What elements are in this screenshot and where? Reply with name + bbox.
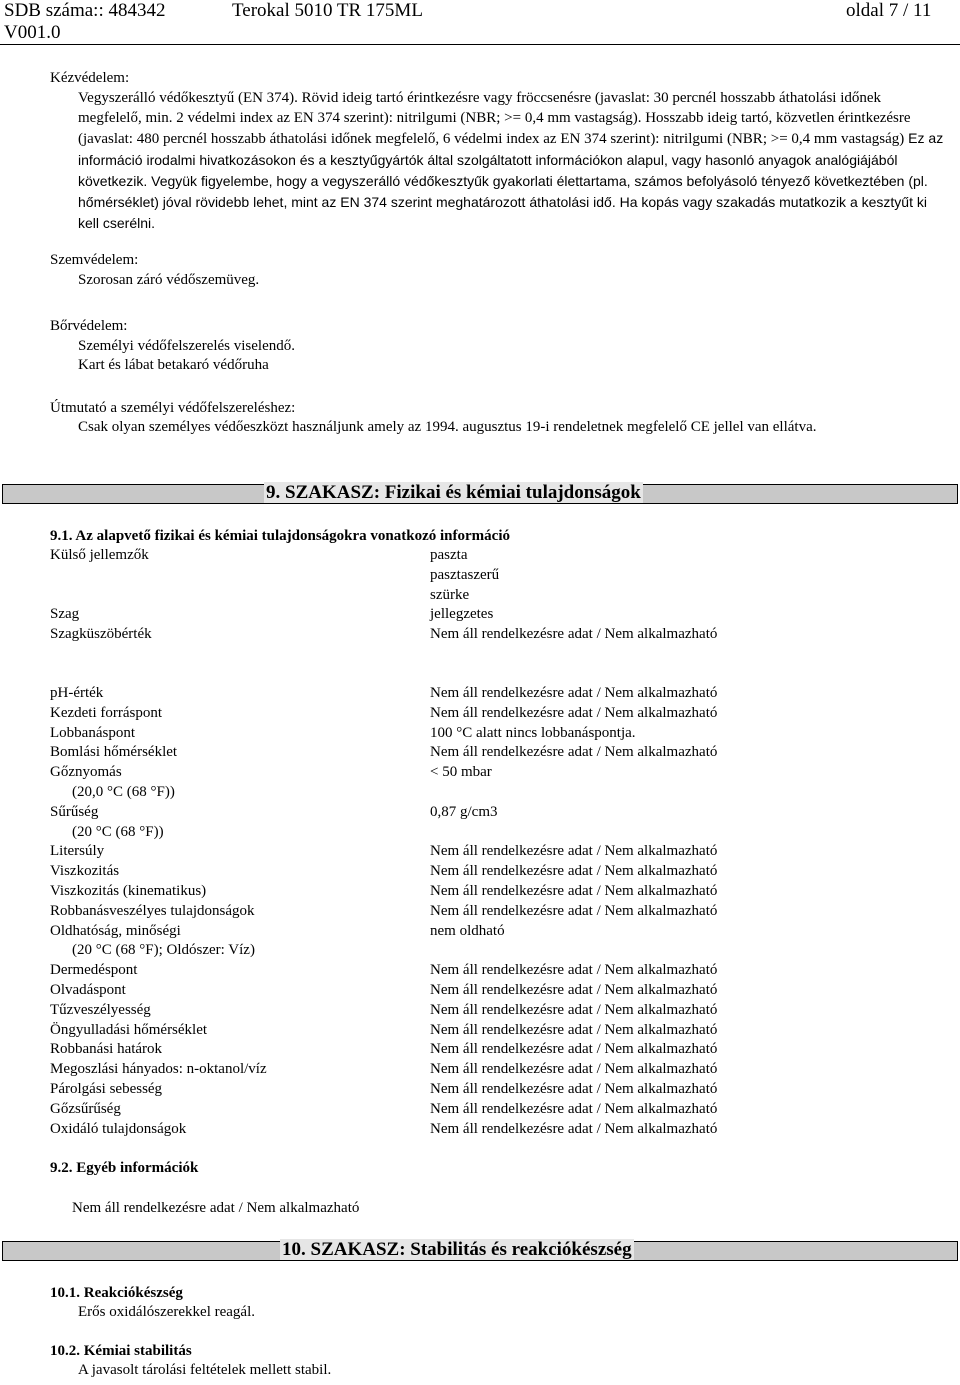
subsection-10-2-heading: 10.2. Kémiai stabilitás	[50, 1343, 192, 1359]
property-label: Szag	[50, 606, 80, 623]
hand-protection-text-a: Vegyszerálló védőkesztyű (EN 374). Rövid ideig tartó érintkezésre vagy fröccsenésre (javaslat: 30 percnél hosszabb áthatolási időnek megfelelő, min. 2 védelmi index az EN 374 szerint): nitrilgumi (NBR; >= 0,4 mm vastagság). Hosszabb ideig tartó, közvetlen érintkezésre (javaslat: 480 percnél hosszabb áthatolási időnek megfelelő, 6 védelmi index az EN 374 szerint): nitrilgumi (NBR; >= 0,4 mm vastagság)	[78, 90, 911, 148]
chemical-stability-text: A javasolt tárolási feltételek mellett stabil.	[78, 1362, 332, 1378]
property-label: Lobbanáspont	[50, 724, 135, 741]
property-value: Nem áll rendelkezésre adat / Nem alkalmazható	[430, 902, 718, 919]
property-label: Robbanási határok	[50, 1041, 163, 1058]
property-label: Olvadáspont	[50, 982, 126, 998]
property-label: Párolgási sebesség	[50, 1081, 163, 1097]
property-label: Szagküszöbérték	[50, 626, 152, 643]
section-10-title: 10. SZAKASZ: Stabilitás és reakciókészség	[282, 1239, 632, 1260]
property-value: Nem áll rendelkezésre adat / Nem alkalmazható	[430, 1120, 718, 1137]
property-label: Gőzsűrűség	[50, 1100, 121, 1117]
property-label: Viszkozitás	[50, 863, 120, 880]
property-label: Dermedéspont	[50, 962, 138, 979]
property-value: Nem áll rendelkezésre adat / Nem alkalmazható	[430, 1041, 718, 1058]
property-label: (20 °C (68 °F))	[72, 823, 164, 840]
skin-protection-line2: Kart és lábat betakaró védőruha	[78, 357, 269, 373]
property-value: Nem áll rendelkezésre adat / Nem alkalmazható	[430, 1021, 718, 1038]
property-label: Gőznyomás	[50, 764, 122, 781]
property-value: nem oldható	[430, 922, 505, 939]
property-label: Külső jellemzők	[50, 547, 149, 563]
property-value: Nem áll rendelkezésre adat / Nem alkalmazható	[430, 1001, 718, 1018]
property-label: Oxidáló tulajdonságok	[50, 1120, 187, 1137]
hand-protection-text-b: Ez az információ irodalmi hivatkozásokon és a kesztyűgyártók által szolgáltatott információkon alapul, vagy hasonló anyagok analógiájából következik. Vegyük figyelembe, hogy a vegyszerálló védőkesztyűk gyakorlati élettartama, számos befolyásoló tényező következtében (pl. hőmérséklet) jóval rövidebb lehet, mint az EN 374 szerint meghatározott áthatolási idő. Ha kopás vagy szakadás mutatkozik a kesztyűt ki kell cserélni.	[78, 130, 944, 232]
header-divider	[0, 44, 960, 45]
property-value: Nem áll rendelkezésre adat / Nem alkalmazható	[430, 626, 718, 643]
version-label: V001.0	[4, 22, 61, 43]
property-value: paszta	[430, 547, 468, 563]
property-value: szürke	[430, 586, 470, 603]
property-label: Oldhatóság, minőségi	[50, 922, 181, 939]
property-value: jellegzetes	[430, 606, 494, 623]
property-label: Bomlási hőmérséklet	[50, 744, 178, 761]
hand-protection-text	[78, 88, 948, 234]
property-value: Nem áll rendelkezésre adat / Nem alkalmazható	[430, 883, 718, 899]
skin-protection-line1: Személyi védőfelszerelés viselendő.	[78, 338, 296, 354]
property-label: Viszkozitás (kinematikus)	[50, 883, 207, 899]
product-name: Terokal 5010 TR 175ML	[232, 0, 423, 21]
property-value: Nem áll rendelkezésre adat / Nem alkalmazható	[430, 704, 718, 721]
property-value: 0,87 g/cm3	[430, 803, 498, 820]
property-value: Nem áll rendelkezésre adat / Nem alkalmazható	[430, 863, 718, 880]
section-9-title: 9. SZAKASZ: Fizikai és kémiai tulajdonságok	[266, 482, 641, 503]
property-value: Nem áll rendelkezésre adat / Nem alkalmazható	[430, 1100, 718, 1117]
hand-protection-heading: Kézvédelem:	[50, 70, 130, 86]
subsection-9-2-heading: 9.2. Egyéb információk	[50, 1160, 199, 1176]
property-value: Nem áll rendelkezésre adat / Nem alkalmazható	[430, 1081, 718, 1097]
property-label: Sűrűség	[50, 803, 99, 820]
skin-protection-heading: Bőrvédelem:	[50, 318, 128, 334]
property-label: (20 °C (68 °F); Oldószer: Víz)	[72, 942, 255, 959]
other-info-text: Nem áll rendelkezésre adat / Nem alkalmazható	[72, 1200, 360, 1216]
page-number: oldal 7 / 11	[846, 0, 932, 21]
property-label: Megoszlási hányados: n-oktanol/víz	[50, 1061, 267, 1078]
property-label: pH-érték	[50, 685, 104, 701]
subsection-9-1-heading: 9.1. Az alapvető fizikai és kémiai tulajdonságokra vonatkozó információ	[50, 528, 510, 544]
property-label: Öngyulladási hőmérséklet	[50, 1021, 208, 1038]
property-value: Nem áll rendelkezésre adat / Nem alkalmazható	[430, 744, 718, 761]
ppe-guide-heading: Útmutató a személyi védőfelszereléshez:	[50, 400, 296, 416]
property-value: Nem áll rendelkezésre adat / Nem alkalmazható	[430, 1061, 718, 1078]
property-label: Kezdeti forráspont	[50, 704, 163, 721]
property-value: Nem áll rendelkezésre adat / Nem alkalmazható	[430, 685, 718, 701]
eye-protection-heading: Szemvédelem:	[50, 252, 139, 268]
ppe-guide-text: Csak olyan személyes védőeszközt használjunk amely az 1994. augusztus 19-i rendeletnek megfelelő CE jellel van ellátva.	[78, 419, 817, 435]
property-value: pasztaszerű	[430, 566, 500, 583]
property-value: Nem áll rendelkezésre adat / Nem alkalmazható	[430, 982, 718, 998]
property-value: Nem áll rendelkezésre adat / Nem alkalmazható	[430, 843, 718, 860]
property-label: (20,0 °C (68 °F))	[72, 784, 175, 800]
property-label: Litersúly	[50, 843, 105, 860]
property-label: Tűzveszélyesség	[50, 1001, 151, 1018]
subsection-10-1-heading: 10.1. Reakciókészség	[50, 1285, 183, 1301]
eye-protection-text: Szorosan záró védőszemüveg.	[78, 272, 260, 288]
sdb-number: SDB száma:: 484342	[4, 0, 166, 21]
property-label: Robbanásveszélyes tulajdonságok	[50, 902, 255, 919]
reactivity-text: Erős oxidálószerekkel reagál.	[78, 1304, 256, 1320]
property-value: < 50 mbar	[430, 764, 492, 781]
property-value: Nem áll rendelkezésre adat / Nem alkalmazható	[430, 962, 718, 979]
property-value: 100 °C alatt nincs lobbanáspontja.	[430, 724, 636, 741]
